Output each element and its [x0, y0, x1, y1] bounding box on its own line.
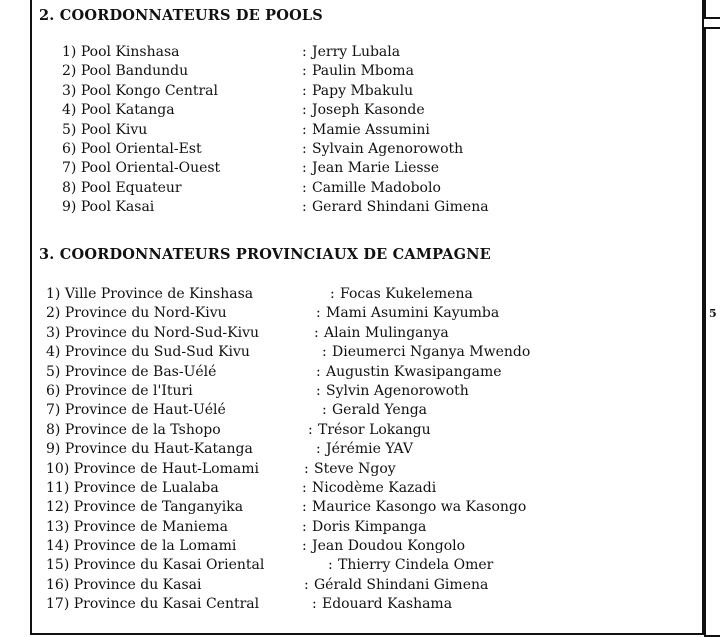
entry-separator: :: [304, 460, 309, 477]
entry-label: 5) Pool Kivu: [62, 121, 148, 138]
entry-label: 7) Pool Oriental-Ouest: [62, 160, 221, 177]
list-item: [46, 285, 706, 304]
list-item: [62, 140, 662, 159]
entry-label: 2) Pool Bandundu: [62, 63, 189, 80]
entry-separator: :: [302, 518, 307, 535]
entry-separator: :: [302, 82, 307, 99]
list-item: [46, 518, 706, 537]
entry-separator: :: [302, 140, 307, 157]
entry-label: 9) Province du Haut-Katanga: [46, 441, 253, 458]
entry-name: Edouard Kashama: [322, 596, 453, 613]
side-frame-top: [704, 0, 720, 19]
list-item: [62, 121, 662, 140]
list-item: [46, 460, 706, 479]
entry-name: Jean Marie Liesse: [312, 160, 440, 177]
list-item: [62, 43, 662, 62]
entry-label: 8) Pool Equateur: [62, 179, 182, 196]
entry-separator: :: [302, 160, 307, 177]
entry-name: Jérémie YAV: [326, 441, 414, 458]
entry-label: 4) Province du Sud-Sud Kivu: [46, 344, 250, 361]
entry-label: 9) Pool Kasai: [62, 199, 155, 216]
entry-separator: :: [302, 199, 307, 216]
entry-label: 4) Pool Katanga: [62, 102, 175, 119]
entry-name: Sylvain Agenorowoth: [312, 140, 464, 157]
pool-coordinators-list: [62, 43, 662, 218]
entry-label: 11) Province de Lualaba: [46, 479, 219, 496]
entry-label: 3) Province du Nord-Sud-Kivu: [46, 324, 259, 341]
entry-name: Paulin Mboma: [312, 63, 414, 80]
entry-name: Mamie Assumini: [312, 121, 430, 138]
entry-separator: :: [322, 402, 327, 419]
list-item: [46, 421, 706, 440]
provincial-coordinators-list: [46, 285, 706, 615]
entry-name: Jean Doudou Kongolo: [312, 538, 466, 555]
entry-label: 8) Province de la Tshopo: [46, 421, 221, 438]
entry-name: Gerald Yenga: [332, 402, 428, 419]
entry-name: Trésor Lokangu: [318, 421, 431, 438]
list-item: [62, 62, 662, 81]
entry-name: Nicodème Kazadi: [312, 479, 437, 496]
entry-label: 1) Pool Kinshasa: [62, 44, 180, 60]
entry-separator: :: [312, 596, 317, 613]
entry-name: Focas Kukelemena: [340, 286, 473, 302]
list-item: [62, 82, 662, 101]
entry-name: Gerard Shindani Gimena: [312, 199, 489, 216]
section-2-title: 2. COORDONNATEURS DE POOLS: [39, 7, 323, 24]
entry-label: 16) Province du Kasai: [46, 576, 202, 593]
list-item: [46, 479, 706, 498]
list-item: [46, 304, 706, 323]
entry-separator: :: [314, 324, 319, 341]
entry-separator: :: [330, 286, 335, 302]
entry-name: Mami Asumini Kayumba: [326, 305, 500, 322]
entry-separator: :: [302, 121, 307, 138]
entry-separator: :: [302, 44, 307, 60]
list-item: [46, 556, 706, 575]
entry-separator: :: [302, 479, 307, 496]
list-item: [46, 440, 706, 459]
entry-separator: :: [322, 344, 327, 361]
entry-label: 15) Province du Kasai Oriental: [46, 557, 265, 574]
list-item: [46, 324, 706, 343]
entry-separator: :: [316, 382, 321, 399]
entry-label: 5) Province de Bas-Uélé: [46, 363, 217, 380]
entry-separator: :: [316, 441, 321, 458]
entry-label: 10) Province de Haut-Lomami: [46, 460, 259, 477]
entry-label: 6) Province de l'Ituri: [46, 382, 193, 399]
entry-separator: :: [316, 305, 321, 322]
entry-name: Thierry Cindela Omer: [338, 557, 494, 574]
entry-name: Camille Madobolo: [312, 179, 441, 196]
entry-separator: :: [308, 421, 313, 438]
entry-separator: :: [304, 576, 309, 593]
entry-name: Steve Ngoy: [314, 460, 396, 477]
entry-separator: :: [302, 538, 307, 555]
list-item: [46, 576, 706, 595]
entry-separator: :: [316, 363, 321, 380]
entry-name: Sylvin Agenorowoth: [326, 382, 469, 399]
entry-name: Joseph Kasonde: [312, 102, 425, 119]
page-number: 5: [709, 307, 717, 320]
list-item: [46, 595, 706, 614]
entry-label: 14) Province de la Lomami: [46, 538, 237, 555]
entry-label: 7) Province de Haut-Uélé: [46, 402, 226, 419]
list-item: [46, 343, 706, 362]
entry-name: Alain Mulinganya: [324, 324, 449, 341]
entry-separator: :: [302, 179, 307, 196]
entry-name: Maurice Kasongo wa Kasongo: [312, 499, 527, 516]
entry-separator: :: [302, 499, 307, 516]
section-3-title: 3. COORDONNATEURS PROVINCIAUX DE CAMPAGNE: [39, 246, 491, 263]
entry-separator: :: [328, 557, 333, 574]
entry-label: 17) Province du Kasai Central: [46, 596, 260, 613]
list-item: [46, 401, 706, 420]
list-item: [46, 363, 706, 382]
entry-label: 6) Pool Oriental-Est: [62, 140, 202, 157]
entry-label: 13) Province de Maniema: [46, 518, 229, 535]
list-item: [62, 179, 662, 198]
entry-name: Augustin Kwasipangame: [326, 363, 502, 380]
list-item: [46, 498, 706, 517]
entry-label: 3) Pool Kongo Central: [62, 82, 218, 99]
entry-name: Jerry Lubala: [312, 44, 401, 60]
list-item: [62, 159, 662, 178]
entry-label: 1) Ville Province de Kinshasa: [46, 286, 254, 302]
list-item: [62, 198, 662, 217]
entry-separator: :: [302, 102, 307, 119]
entry-name: Papy Mbakulu: [312, 82, 414, 99]
list-item: [46, 382, 706, 401]
entry-separator: :: [302, 63, 307, 80]
list-item: [62, 101, 662, 120]
list-item: [46, 537, 706, 556]
entry-name: Doris Kimpanga: [312, 518, 427, 535]
entry-label: 2) Province du Nord-Kivu: [46, 305, 227, 322]
entry-label: 12) Province de Tanganyika: [46, 499, 244, 516]
side-frame-bottom: [704, 27, 720, 637]
entry-name: Dieumerci Nganya Mwendo: [332, 344, 531, 361]
entry-name: Gérald Shindani Gimena: [314, 576, 489, 593]
